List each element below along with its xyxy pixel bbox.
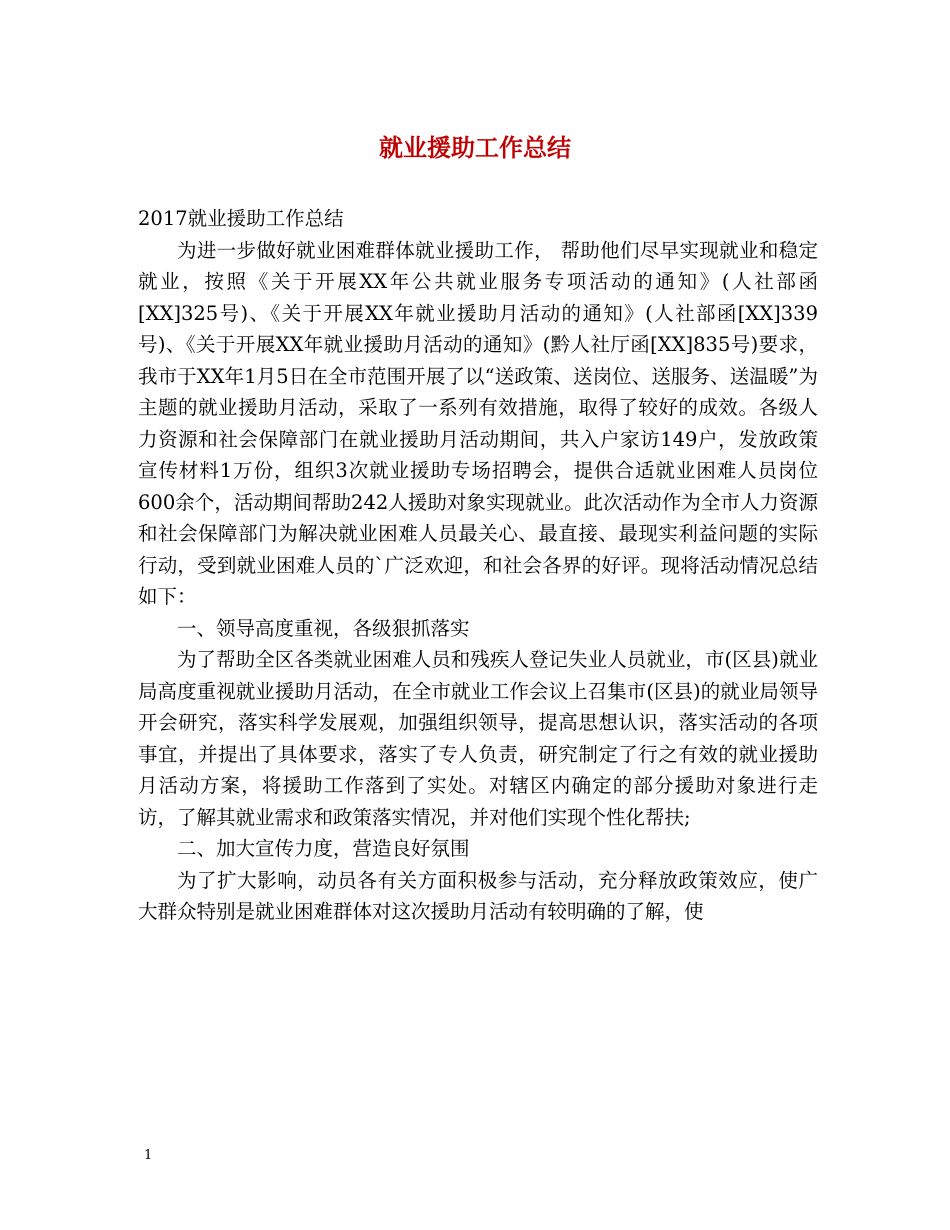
section-1-paragraph: 为了帮助全区各类就业困难人员和残疾人登记失业人员就业，市(区县)就业局高度重视就业援助月活动，在全市就业工作会议上召集市(区县)的就业局领导开会研究，落实科学发展观，加强组织领导，提高思想认识，落实活动的各项事宜，并提出了具体要求，落实了专人负责，研究制定了行之有效的就业援助月活动方案，将援助工作落到了实处。对辖区内确定的部分援助对象进行走访，了解其就业需求和政策落实情况，并对他们实现个性化帮扶; xyxy=(138,648,818,829)
page-number: 1 xyxy=(144,1148,153,1163)
section-2-paragraph: 为了扩大影响，动员各有关方面积极参与活动，充分释放政策效应，使广大群众特别是就业困难群体对这次援助月活动有较明确的了解，使 xyxy=(138,868,818,923)
document-body xyxy=(138,203,818,928)
intro-paragraph: 为进一步做好就业困难群体就业援助工作， 帮助他们尽早实现就业和稳定就业，按照《关于开展XX年公共就业服务专项活动的通知》(人社部函[XX]325号)、《关于开展XX年就业援助月活动的通知》(人社部函[XX]339号)、《关于开展XX年就业援助月活动的通知》(黔人社厅函[XX]835号)要求，我市于XX年1月5日在全市范围开展了以“送政策、送岗位、送服务、送温暖”为主题的就业援助月活动，采取了一系列有效措施，取得了较好的成效。各级人力资源和社会保障部门在就业援助月活动期间，共入户家访149户，发放政策宣传材料1万份，组织3次就业援助专场招聘会，提供合适就业困难人员岗位600余个，活动期间帮助242人援助对象实现就业。此次活动作为全市人力资源和社会保障部门为解决就业困难人员最关心、最直接、最现实利益问题的实际行动，受到就业困难人员的`广泛欢迎，和社会各界的好评。现将活动情况总结如下： xyxy=(138,238,818,608)
section-heading-1: 一、领导高度重视，各级狠抓落实 xyxy=(177,616,470,640)
section-heading-2: 二、加大宣传力度，营造良好氛围 xyxy=(177,837,470,860)
document-title: 就业援助工作总结 xyxy=(379,134,571,162)
subtitle-line: 2017就业援助工作总结 xyxy=(138,207,344,230)
